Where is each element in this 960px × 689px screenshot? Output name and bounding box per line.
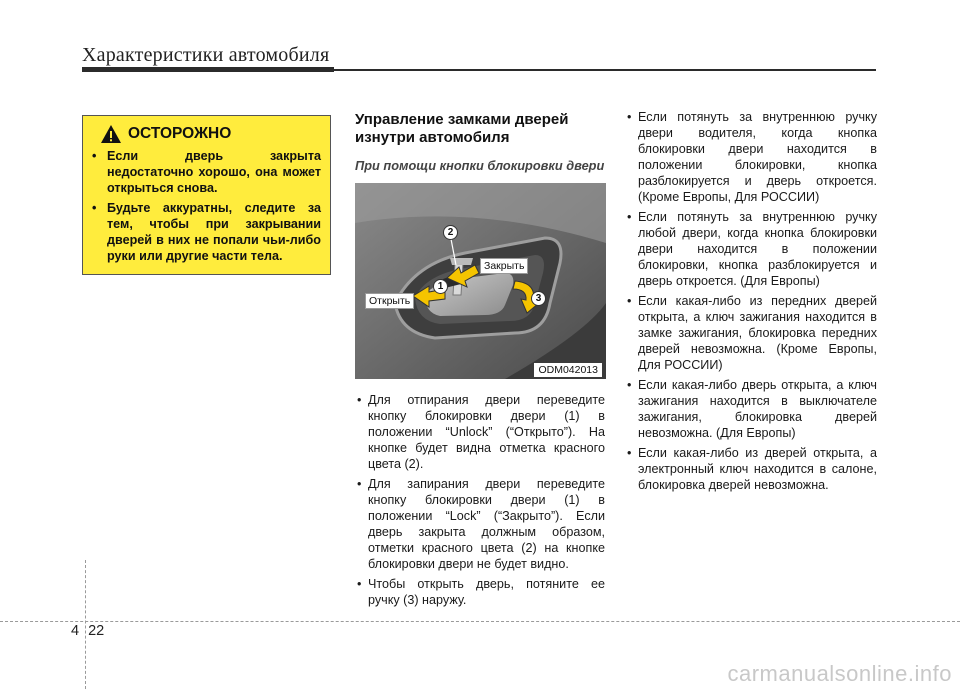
list-item: • Если какая-либо из дверей открыта, а электронный ключ находится в салоне, блокировка дверей невозможна. (625, 445, 877, 493)
section-subtitle: При помощи кнопки блокировки двери (355, 158, 605, 173)
list-item: • Если какая-либо дверь открыта, а ключ зажигания находится в выключателе зажигания, блокировка дверей невозможна. (Для Европы) (625, 377, 877, 441)
header-rule-thick (82, 67, 334, 72)
page-header-title: Характеристики автомобиля (82, 44, 330, 66)
lock-notes-list (625, 109, 877, 497)
header-rule-thin (334, 69, 876, 71)
page-number-value: 22 (88, 623, 105, 639)
section-heading (355, 111, 605, 174)
warning-item: • Будьте аккуратны, следите за тем, чтобы при закрывании дверей в них не попали чьи-либо руки или другие части тела. (92, 200, 321, 264)
section-title: Управление замками дверей изнутри автомобиля (355, 111, 569, 146)
callout-3: 3 (531, 291, 546, 306)
list-item: • Если потянуть за внутреннюю ручку любой двери, когда кнопка блокировки двери находится в положении блокировки, кнопка разблокируется и дверь откроется. (Для Европы) (625, 209, 877, 289)
watermark: carmanualsonline.info (727, 661, 952, 686)
footer-divider (0, 621, 960, 622)
chapter-number: 4 (71, 623, 80, 639)
unlock-instructions-list (355, 392, 605, 612)
warning-title: ОСТОРОЖНО (128, 125, 232, 142)
warning-header (100, 124, 321, 144)
page-number (71, 623, 104, 639)
label-open: Открыть (365, 293, 414, 309)
list-item: • Чтобы открыть дверь, потяните ее ручку (3) наружу. (355, 576, 605, 608)
list-item: • Для отпирания двери переведите кнопку блокировки двери (1) в положении “Unlock” (“Открыто”). На кнопке будет видна отметка красного цвета (2). (355, 392, 605, 472)
door-panel-drawing (355, 183, 606, 379)
callout-1: 1 (433, 279, 448, 294)
label-close: Закрыть (480, 258, 528, 274)
list-item: • Если какая-либо из передних дверей открыта, а ключ зажигания находится в замке зажигания, блокировка передних дверей невозможна. (Кроме Европы, Для РОССИИ) (625, 293, 877, 373)
list-item: • Если потянуть за внутреннюю ручку двери водителя, когда кнопка блокировки двери находится в положении блокировки, кнопка разблокируется и дверь откроется. (Кроме Европы, Для РОССИИ) (625, 109, 877, 205)
warning-item: • Если дверь закрыта недостаточно хорошо, она может открыться снова. (92, 148, 321, 196)
callout-2: 2 (443, 225, 458, 240)
door-lock-illustration (355, 183, 606, 379)
warning-triangle-icon (100, 124, 122, 144)
list-item: • Для запирания двери переведите кнопку блокировки двери (1) в положении “Lock” (“Закрыто”). Если дверь закрыта должным образом, отметки красного цвета (2) на кнопке блокировки двери не будет видно. (355, 476, 605, 572)
warning-list (92, 148, 321, 264)
warning-box (82, 115, 331, 275)
figure-code: ODM042013 (534, 363, 602, 377)
